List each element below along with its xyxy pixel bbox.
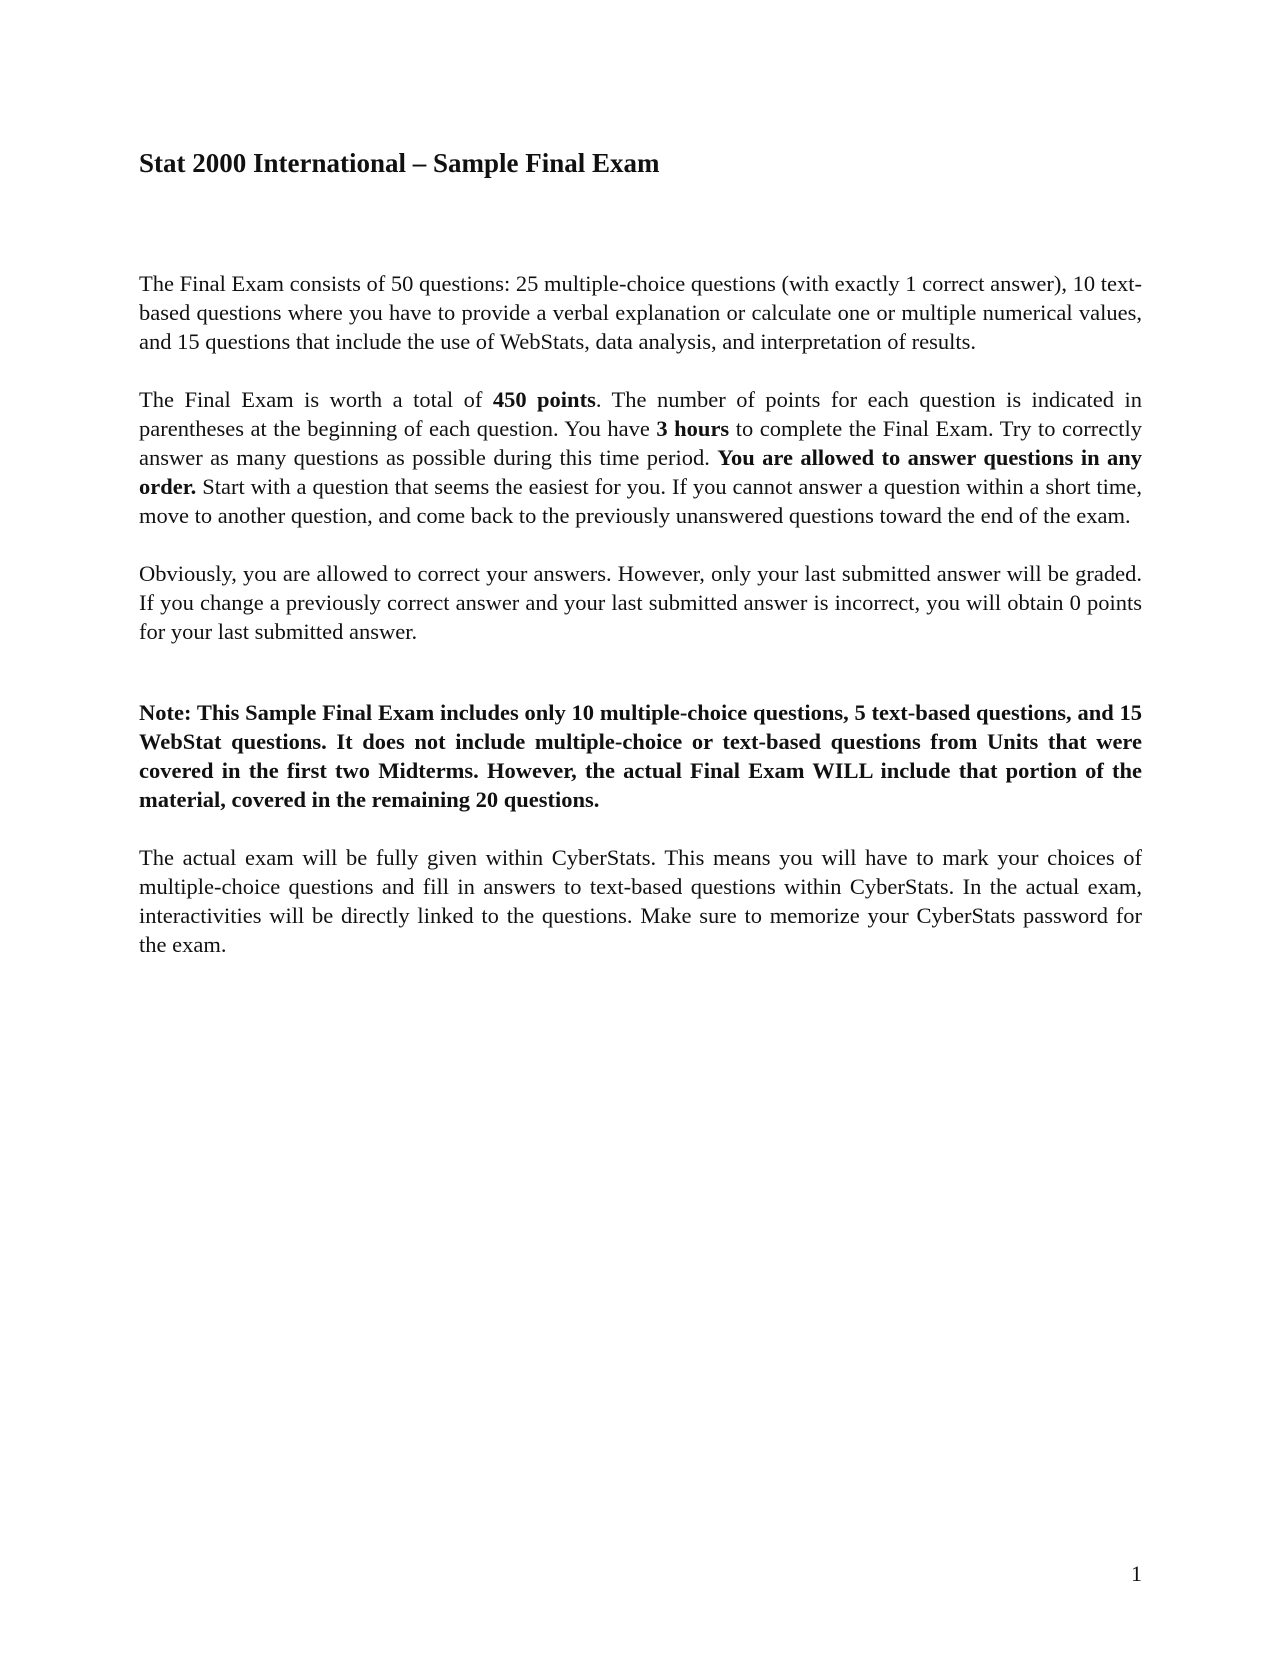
paragraph-correcting-answers: Obviously, you are allowed to correct your answers. However, only your last submitted answer will be graded. If you change a previously correct answer and your last submitted answer is incorrect, you will obtain 0 points for your last submitted answer.: [139, 561, 1142, 644]
text-run: The Final Exam is worth a total of: [139, 387, 493, 412]
paragraph-note: Note: This Sample Final Exam includes only 10 multiple-choice questions, 5 text-based questions, and 15 WebStat questions. It does not include multiple-choice or text-based questions from Units that were covered in the first two Midterms. However, the actual Final Exam WILL include that portion of the material, covered in the remaining 20 questions.: [139, 700, 1142, 812]
text-run: Start with a question that seems the easiest for you. If you cannot answer a question within a short time, move to another question, and come back to the previously unanswered questions toward the end of the exam.: [139, 474, 1142, 528]
text-run: . The number of points for each question is indicated in parentheses at the beginning of each question. You have: [139, 387, 1143, 441]
text-run: to complete the Final Exam. Try to correctly answer as many questions as possible during this time period.: [139, 416, 1142, 470]
paragraph-exam-structure: The Final Exam consists of 50 questions: 25 multiple-choice questions (with exactly 1 correct answer), 10 text-based questions where you have to provide a verbal explanation or calculate one or multiple numerical values, and 15 questions that include the use of WebStats, data analysis, and interpretation of results.: [139, 271, 1142, 354]
paragraph-cyberstats: The actual exam will be fully given within CyberStats. This means you will have to mark your choices of multiple-choice questions and fill in answers to text-based questions within CyberStats. In the actual exam, interactivities will be directly linked to the questions. Make sure to memorize your CyberStats password for the exam.: [139, 845, 1142, 957]
paragraph-points-and-time: [139, 385, 1142, 530]
page-number: 1: [1131, 1561, 1142, 1586]
page-title: Stat 2000 International – Sample Final Exam: [139, 148, 660, 178]
bold-duration: 3 hours: [656, 416, 730, 441]
document-body: [139, 269, 1142, 959]
bold-any-order: You are allowed to answer questions in any order.: [139, 445, 1142, 499]
bold-total-points: 450 points: [492, 387, 596, 412]
